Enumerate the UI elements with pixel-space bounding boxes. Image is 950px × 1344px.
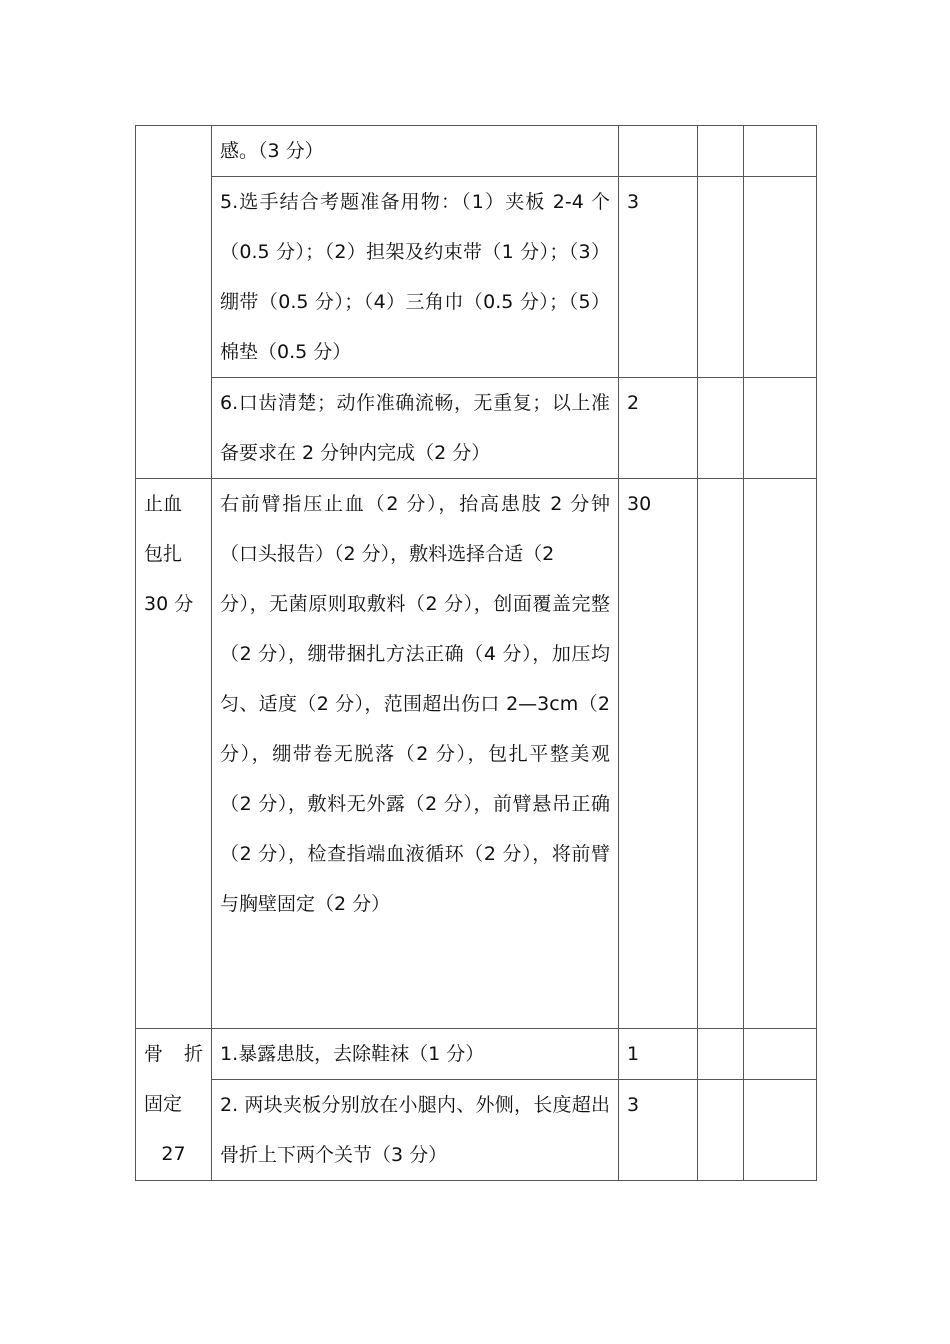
table-row xyxy=(136,126,817,177)
category-label: 折 xyxy=(183,1043,203,1065)
category-label: 包扎 xyxy=(144,543,183,565)
item-description: 1.暴露患肢，去除鞋袜（1 分） xyxy=(212,1029,619,1080)
empty-cell xyxy=(744,177,817,378)
description-part: 分），无菌原则取敷料（2 分），创面覆盖完整（2 分），绷带捆扎方法正确（4 分），加压均匀、适度（2 分），范围超出伤口 2—3cm（2 分），绷带卷无脱落（2 分），包扎平整美观（2 分），敷料无外露（2 分），前臂悬吊正确（2 分），检查指端血液循环（2 分），将前臂与胸壁固定（2 分） xyxy=(220,593,610,915)
item-description xyxy=(212,479,619,1029)
empty-cell xyxy=(698,479,744,1029)
item-description: 感。（3 分） xyxy=(212,126,619,177)
empty-cell xyxy=(698,177,744,378)
category-label-row xyxy=(144,1029,203,1079)
item-description: 5.选手结合考题准备用物：（1）夹板 2-4 个（0.5 分）；（2）担架及约束带（1 分）；（3）绷带（0.5 分）；（4）三角巾（0.5 分）；（5）棉垫（0.5 分） xyxy=(212,177,619,378)
empty-cell xyxy=(698,1029,744,1080)
category-label: 30 分 xyxy=(144,593,194,615)
category-label: 27 xyxy=(161,1143,186,1165)
description-part: 右前臂指压止血（2 分），抬高患肢 2 分钟（口头报告）（2 分），敷料选择合适（2 xyxy=(220,493,610,565)
table-row xyxy=(136,1029,817,1080)
empty-cell xyxy=(698,126,744,177)
table-row xyxy=(136,1080,817,1181)
category-cell xyxy=(136,1029,212,1181)
item-score: 1 xyxy=(619,1029,698,1080)
empty-cell xyxy=(744,1080,817,1181)
item-description: 2. 两块夹板分别放在小腿内、外侧，长度超出骨折上下两个关节（3 分） xyxy=(212,1080,619,1181)
category-label: 骨 xyxy=(144,1043,164,1065)
table-row xyxy=(136,177,817,378)
table-row xyxy=(136,479,817,1029)
empty-cell xyxy=(698,378,744,479)
category-cell xyxy=(136,126,212,479)
scoring-table xyxy=(135,125,817,1181)
item-score: 3 xyxy=(619,177,698,378)
category-label: 固定 xyxy=(144,1093,183,1115)
item-score: 3 xyxy=(619,1080,698,1181)
empty-cell xyxy=(744,1029,817,1080)
item-description: 6.口齿清楚；动作准确流畅，无重复；以上准备要求在 2 分钟内完成（2 分） xyxy=(212,378,619,479)
table-row xyxy=(136,378,817,479)
empty-cell xyxy=(698,1080,744,1181)
item-score: 2 xyxy=(619,378,698,479)
item-score: 30 xyxy=(619,479,698,1029)
category-cell xyxy=(136,479,212,1029)
category-label: 止血 xyxy=(144,493,183,515)
empty-cell xyxy=(744,378,817,479)
item-score xyxy=(619,126,698,177)
empty-cell xyxy=(744,479,817,1029)
empty-cell xyxy=(744,126,817,177)
